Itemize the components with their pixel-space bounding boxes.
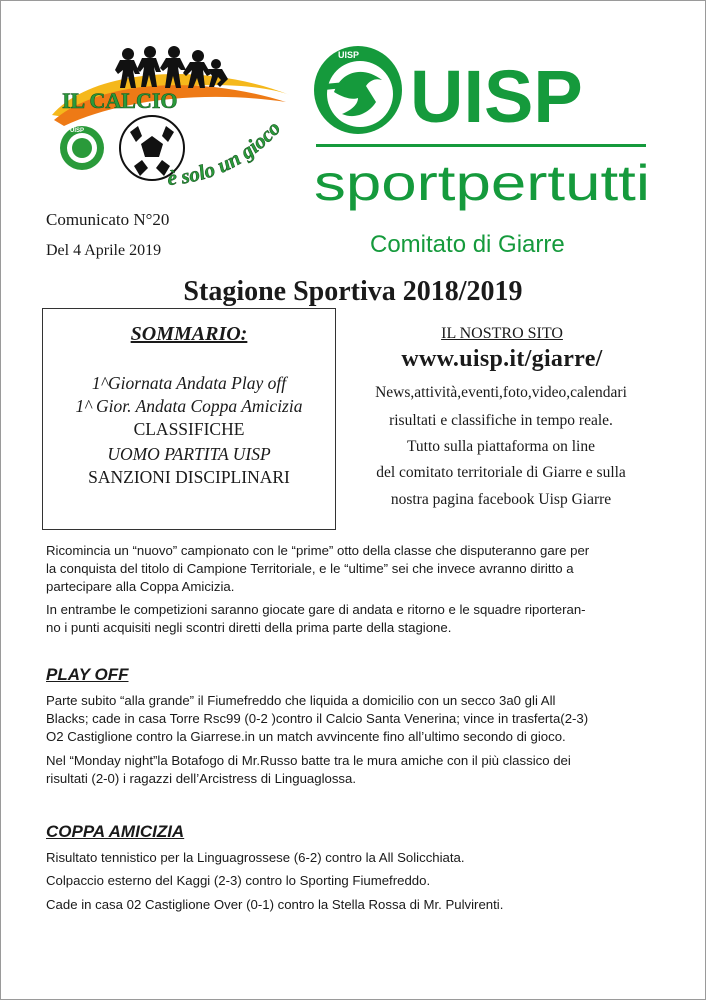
uisp-logo xyxy=(312,40,652,260)
uisp-title: UISP xyxy=(410,55,583,138)
text-line: In entrambe le competizioni saranno giocate gare di andata e ritorno e le squadre riporteran- xyxy=(46,602,586,617)
playoff-paragraph-2 xyxy=(46,752,662,788)
uisp-comitato: Comitato di Giarre xyxy=(370,231,565,258)
uisp-badge-text: UISP xyxy=(338,50,360,60)
playoff-paragraph-1 xyxy=(46,692,662,746)
coppa-line-1: Risultato tennistico per la Linguagrossese (6-2) contro la All Solicchiata. xyxy=(46,850,465,865)
uisp-runner-badge xyxy=(314,46,402,134)
sommario-item-playoff: 1^Giornata Andata Play off xyxy=(91,373,287,393)
sito-title: IL NOSTRO SITO xyxy=(441,325,563,342)
intro-paragraph-2 xyxy=(46,601,662,637)
text-line: O2 Castiglione contro la Giarrese.in un match avvincente fino all’ultimo secondo di gioco. xyxy=(46,729,566,744)
sito-line: Tutto sulla piattaforma on line xyxy=(407,438,595,455)
sommario-box xyxy=(42,308,336,530)
sommario-item-uomo-partita: UOMO PARTITA UISP xyxy=(107,444,271,464)
intro-paragraph-1 xyxy=(46,542,662,596)
sommario-item-classifiche: CLASSIFICHE xyxy=(133,419,245,439)
sito-line: News,attività,eventi,foto,video,calendari xyxy=(375,384,627,401)
coppa-line-2: Colpaccio esterno del Kaggi (2-3) contro lo Sporting Fiumefreddo. xyxy=(46,873,431,888)
sito-line: nostra pagina facebook Uisp Giarre xyxy=(390,491,612,508)
text-line: Ricomincia un “nuovo” campionato con le “prime” otto della classe che disputeranno gare per xyxy=(46,543,590,558)
coppa-line-3: Cade in casa 02 Castiglione Over (0-1) contro la Stella Rossa di Mr. Pulvirenti. xyxy=(46,897,504,912)
logo-text-e-solo-un-gioco: è solo un gioco xyxy=(166,116,286,191)
season-title: Stagione Sportiva 2018/2019 xyxy=(183,276,523,307)
coppa-title: COPPA AMICIZIA xyxy=(46,822,185,841)
uisp-divider xyxy=(316,144,646,147)
text-line: risultati (2-0) i ragazzi dell’Arcistress di Linguaglossa. xyxy=(46,771,357,786)
children-silhouettes xyxy=(115,46,228,88)
text-line: Blacks; cade in casa Torre Rsc99 (0-2 )contro il Calcio Santa Venerina; vince in trasferta(2-3) xyxy=(46,711,589,726)
sito-line: risultati e classifiche in tempo reale. xyxy=(389,412,613,429)
comunicato-date: Del 4 Aprile 2019 xyxy=(46,242,162,259)
text-line: partecipare alla Coppa Amicizia. xyxy=(46,579,235,594)
sommario-item-coppa: 1^ Gior. Andata Coppa Amicizia xyxy=(75,396,303,416)
text-line: no i punti acquisiti negli scontri diretti della prima parte della stagione. xyxy=(46,620,452,635)
comunicato-number: Comunicato N°20 xyxy=(46,210,170,229)
text-line: Nel “Monday night”la Botafogo di Mr.Russo batte tra le mura amiche con il più classico dei xyxy=(46,753,571,768)
sommario-title: SOMMARIO: xyxy=(130,323,248,345)
sito-line: del comitato territoriale di Giarre e sulla xyxy=(376,464,626,481)
logo-text-il-calcio: IL CALCIO xyxy=(62,88,178,113)
sito-url-link[interactable]: www.uisp.it/giarre/ xyxy=(401,346,603,372)
text-line: la conquista del titolo di Campione Territoriale, e le “ultime” sei che invece avranno diritto a xyxy=(46,561,574,576)
small-badge-text: UISP xyxy=(70,128,85,134)
text-line: Parte subito “alla grande” il Fiumefreddo che liquida a domicilio con un secco 3a0 gli All xyxy=(46,693,556,708)
sommario-item-sanzioni: SANZIONI DISCIPLINARI xyxy=(88,467,290,487)
il-calcio-logo xyxy=(50,40,310,200)
uisp-tagline: sportpertutti xyxy=(314,155,650,211)
playoff-title: PLAY OFF xyxy=(46,665,129,684)
